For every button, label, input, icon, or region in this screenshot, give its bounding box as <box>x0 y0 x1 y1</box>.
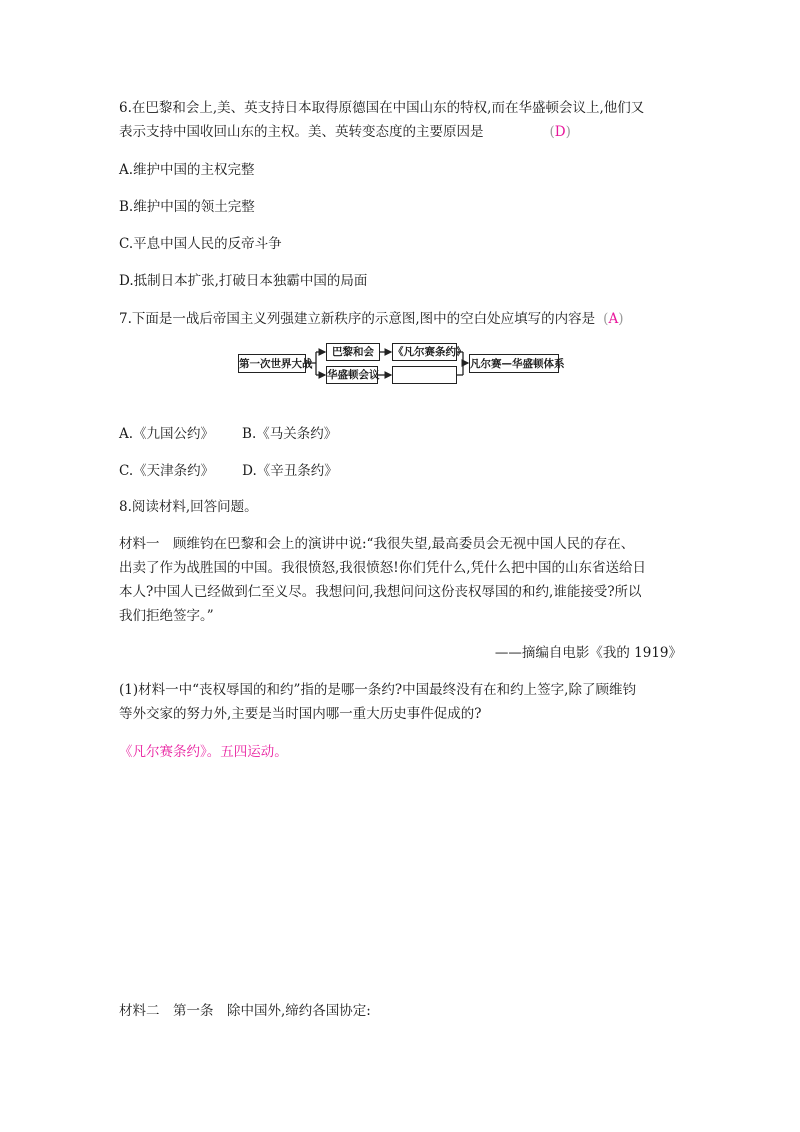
q6-answer: D <box>554 124 566 140</box>
q8-material2: 材料二 第一条 除中国外,缔约各国协定: <box>119 1003 371 1019</box>
diagram-upper-box: 巴黎和会 <box>326 343 380 361</box>
q6-stem-line2: 表示支持中国收回山东的主权。美、英转变态度的主要原因是 (D) <box>119 124 571 140</box>
q7-option-d: D.《辛丑条约》 <box>242 463 338 479</box>
q8-material1-line1: 材料一 顾维钧在巴黎和会上的演讲中说:“我很失望,最高委员会无视中国人民的存在、 <box>119 536 635 552</box>
diagram-result-box: 凡尔赛—华盛顿体系 <box>469 354 559 373</box>
diagram-blank-box <box>392 366 457 384</box>
q8-stem: 8.阅读材料,回答问题。 <box>119 499 258 515</box>
diagram-start-box: 第一次世界大战 <box>238 354 306 373</box>
q8-material1-line3: 本人?中国人已经做到仁至义尽。我想问问,我想问问这份丧权辱国的和约,谁能接受?所以 <box>119 584 642 600</box>
q7-option-c: C.《天津条约》 <box>119 463 215 479</box>
q7-answer: A <box>608 311 619 327</box>
q6-option-c: C.平息中国人民的反帝斗争 <box>119 236 282 252</box>
q8-material1-line4: 我们拒绝签字。” <box>119 608 214 624</box>
q8-sub1-line2: 等外交家的努力外,主要是当时国内哪一重大历史事件促成的? <box>119 706 482 722</box>
q6-stem-line1: 6.在巴黎和会上,美、英支持日本取得原德国在中国山东的特权,而在华盛顿会议上,他们又 <box>119 100 645 116</box>
q8-sub1-line1: (1)材料一中“丧权辱国的和约”指的是哪一条约?中国最终没有在和约上签字,除了顾维钧 <box>119 682 636 698</box>
q7-stem: 7.下面是一战后帝国主义列强建立新秩序的示意图,图中的空白处应填写的内容是 (A) <box>119 311 624 327</box>
diagram-lower-box: 华盛顿会议 <box>326 366 378 384</box>
q7-options-row2 <box>119 461 338 481</box>
q6-option-b: B.维护中国的领土完整 <box>119 199 255 215</box>
q8-sub1-answer: 《凡尔赛条约》。五四运动。 <box>119 744 288 760</box>
q7-stem-text: 7.下面是一战后帝国主义列强建立新秩序的示意图,图中的空白处应填写的内容是 <box>119 311 596 327</box>
q7-option-b: B.《马关条约》 <box>242 426 338 442</box>
q6-stem-text: 表示支持中国收回山东的主权。美、英转变态度的主要原因是 <box>119 124 484 140</box>
q8-material1-line2: 出卖了作为战胜国的中国。我很愤怒,我很愤怒!你们凭什么,凭什么把中国的山东省送给日 <box>119 560 647 576</box>
diagram-treaty-box: 《凡尔赛条约》 <box>392 343 457 361</box>
q7-option-a: A.《九国公约》 <box>119 426 215 442</box>
q8-source: ——摘编自电影《我的 1919》 <box>494 645 682 661</box>
q6-option-d: D.抵制日本扩张,打破日本独霸中国的局面 <box>119 273 368 289</box>
q7-options-row1 <box>119 424 337 444</box>
q6-option-a: A.维护中国的主权完整 <box>119 162 255 178</box>
